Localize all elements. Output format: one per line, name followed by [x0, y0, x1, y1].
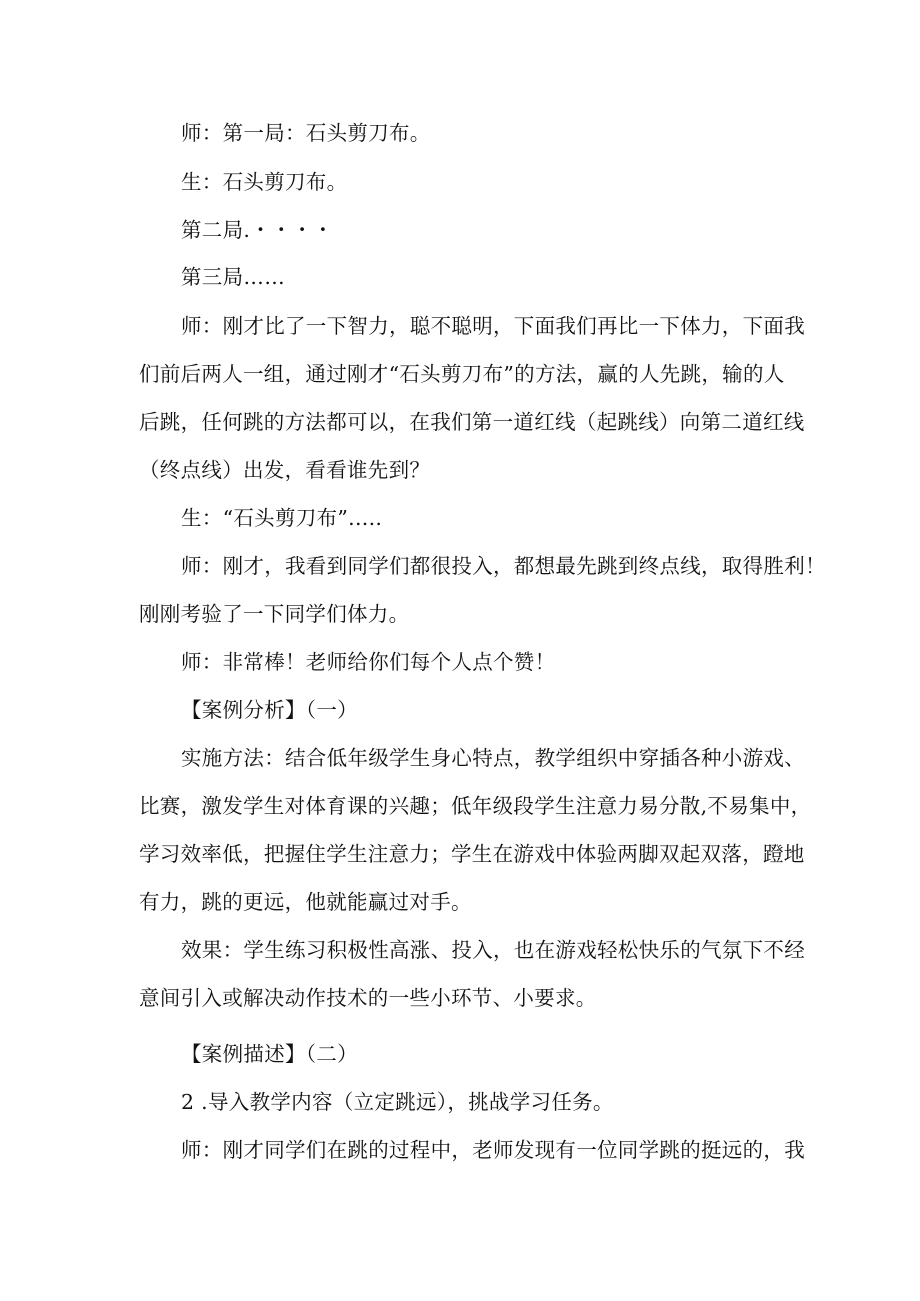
paragraph-line: 生：石头剪刀布。 — [181, 170, 348, 194]
paragraph-line: 比赛，激发学生对体育课的兴趣；低年级段学生注意力易分散,不易集中， — [139, 794, 812, 818]
paragraph-line: 师：刚才同学们在跳的过程中，老师发现有一位同学跳的挺远的，我 — [181, 1138, 805, 1162]
paragraph-line: 生：“石头剪刀布”..... — [181, 506, 383, 530]
paragraph-line: 师：第一局：石头剪刀布。 — [181, 121, 431, 145]
section-heading: 【案例分析】（一） — [181, 698, 358, 722]
paragraph-line: 们前后两人一组，通过刚才“石头剪刀布”的方法，赢的人先跳，输的人 — [139, 362, 785, 386]
paragraph-line: 第二局.・・・・ — [181, 218, 334, 242]
paragraph-line: 2 .导入教学内容（立定跳远），挑战学习任务。 — [181, 1090, 614, 1114]
paragraph-line: 效果：学生练习积极性高涨、投入，也在游戏轻松快乐的气氛下不经 — [181, 938, 805, 962]
section-heading: 【案例描述】（二） — [181, 1042, 358, 1066]
paragraph-line: （终点线）出发，看看谁先到？ — [139, 458, 431, 482]
paragraph-line: 师：刚才比了一下智力，聪不聪明，下面我们再比一下体力，下面我 — [181, 314, 805, 338]
paragraph-line: 第三局…… — [181, 265, 285, 289]
paragraph-line: 有力，跳的更远，他就能赢过对手。 — [139, 890, 472, 914]
paragraph-line: 实施方法：结合低年级学生身心特点，教学组织中穿插各种小游戏、 — [181, 746, 805, 770]
paragraph-line: 学习效率低，把握住学生注意力；学生在游戏中体验两脚双起双落，蹬地 — [139, 842, 805, 866]
paragraph-line: 意间引入或解决动作技术的一些小环节、小要求。 — [139, 986, 597, 1010]
paragraph-line: 后跳，任何跳的方法都可以，在我们第一道红线（起跳线）向第二道红线 — [139, 410, 805, 434]
paragraph-line: 师：非常棒！老师给你们每个人点个赞！ — [181, 650, 556, 674]
paragraph-line: 师：刚才，我看到同学们都很投入，都想最先跳到终点线，取得胜利！ — [181, 554, 826, 578]
paragraph-line: 刚刚考验了一下同学们体力。 — [139, 602, 410, 626]
